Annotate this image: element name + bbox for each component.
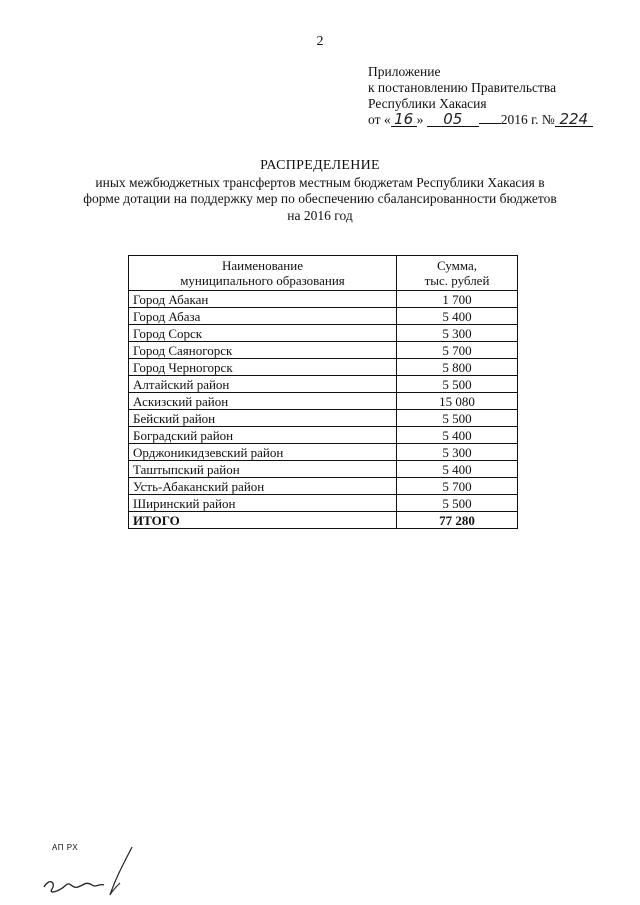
row-name: Город Саяногорск bbox=[129, 342, 397, 359]
table-row bbox=[129, 291, 518, 308]
header-sum bbox=[397, 256, 518, 291]
date-month: 05 bbox=[427, 113, 479, 127]
row-sum: 5 400 bbox=[397, 427, 518, 444]
row-sum: 5 300 bbox=[397, 325, 518, 342]
date-mid: » bbox=[416, 112, 424, 127]
page-number: 2 bbox=[316, 34, 324, 49]
header-name-line-1: Наименование bbox=[222, 258, 303, 273]
row-sum: 5 700 bbox=[397, 478, 518, 495]
row-sum: 5 500 bbox=[397, 376, 518, 393]
table-row bbox=[129, 359, 518, 376]
row-name: Орджоникидзевский район bbox=[129, 444, 397, 461]
row-sum: 5 800 bbox=[397, 359, 518, 376]
title-heading: РАСПРЕДЕЛЕНИЕ bbox=[260, 158, 380, 173]
total-sum: 77 280 bbox=[397, 512, 518, 529]
title-line-2: форме дотации на поддержку мер по обеспечению сбалансированности бюджетов bbox=[83, 191, 557, 206]
row-sum: 1 700 bbox=[397, 291, 518, 308]
annex-line-3: Республики Хакасия bbox=[368, 96, 487, 111]
annex-line-2: к постановлению Правительства bbox=[368, 80, 557, 95]
row-name: Город Черногорск bbox=[129, 359, 397, 376]
row-sum: 15 080 bbox=[397, 393, 518, 410]
annex-block bbox=[368, 64, 628, 128]
header-name bbox=[129, 256, 397, 291]
header-sum-line-2: тыс. рублей bbox=[424, 273, 490, 288]
table-row bbox=[129, 427, 518, 444]
stamp-text: АП РХ bbox=[52, 843, 79, 852]
row-sum: 5 700 bbox=[397, 342, 518, 359]
document-title bbox=[60, 158, 580, 224]
table-header-row bbox=[129, 256, 518, 291]
row-name: Город Абакан bbox=[129, 291, 397, 308]
table-total-row bbox=[129, 512, 518, 529]
row-sum: 5 500 bbox=[397, 495, 518, 512]
row-sum: 5 500 bbox=[397, 410, 518, 427]
row-name: Боградский район bbox=[129, 427, 397, 444]
row-name: Алтайский район bbox=[129, 376, 397, 393]
table-row bbox=[129, 393, 518, 410]
table-row bbox=[129, 478, 518, 495]
date-day: 16 bbox=[391, 113, 417, 127]
title-line-1: иных межбюджетных трансфертов местным бюджетам Республики Хакасия в bbox=[95, 174, 545, 190]
date-year: 2016 г. № bbox=[500, 112, 555, 127]
row-name: Ширинский район bbox=[129, 495, 397, 512]
row-sum: 5 300 bbox=[397, 444, 518, 461]
table-row bbox=[129, 342, 518, 359]
table-row bbox=[129, 325, 518, 342]
row-name: Усть-Абаканский район bbox=[129, 478, 397, 495]
table-row bbox=[129, 495, 518, 512]
row-name: Аскизский район bbox=[129, 393, 397, 410]
row-name: Таштыпский район bbox=[129, 461, 397, 478]
total-name: ИТОГО bbox=[129, 512, 397, 529]
annex-date-line bbox=[368, 112, 628, 128]
date-prefix: от « bbox=[368, 112, 391, 127]
row-sum: 5 400 bbox=[397, 308, 518, 325]
row-name: Бейский район bbox=[129, 410, 397, 427]
table-row bbox=[129, 308, 518, 325]
table-row bbox=[129, 461, 518, 478]
title-line-3: на 2016 год bbox=[287, 207, 353, 223]
decree-number: 224 bbox=[555, 113, 593, 127]
annex-line-1: Приложение bbox=[368, 64, 441, 79]
date-blank bbox=[479, 123, 501, 124]
row-name: Город Абаза bbox=[129, 308, 397, 325]
table-row bbox=[129, 410, 518, 427]
distribution-table bbox=[128, 255, 518, 529]
header-sum-line-1: Сумма, bbox=[436, 258, 478, 273]
table-row bbox=[129, 444, 518, 461]
signature-icon bbox=[36, 843, 146, 901]
row-name: Город Сорск bbox=[129, 325, 397, 342]
row-sum: 5 400 bbox=[397, 461, 518, 478]
table-row bbox=[129, 376, 518, 393]
header-name-line-2: муниципального образования bbox=[180, 273, 345, 288]
